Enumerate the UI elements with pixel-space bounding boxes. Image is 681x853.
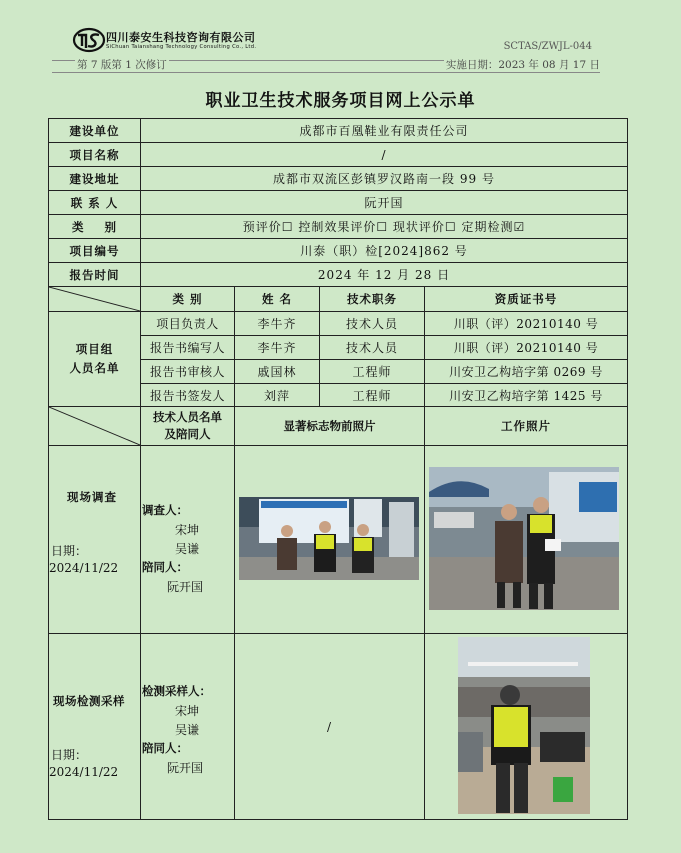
header-rule-bottom: [52, 72, 600, 73]
member-cert: 川职（评）20210140 号: [424, 311, 628, 336]
staff-header-diagonal: [48, 286, 141, 312]
photo-col-staff: 技术人员名单 及陪同人: [140, 406, 235, 446]
survey-date-label: 日期：: [51, 544, 88, 558]
sampling-work-cell: [424, 633, 628, 820]
company-name-en: SiChuan Taianshang Technology Consulting Co., Ltd.: [106, 44, 257, 50]
landmark-photo: [239, 497, 419, 580]
survey-work-cell: [424, 445, 628, 634]
time-value: 2024 年 12 月 28 日: [140, 262, 628, 287]
member-name: 李牛齐: [234, 311, 320, 336]
survey-label: 现场调查: [67, 490, 117, 504]
staff-col-title: 技术职务: [319, 286, 425, 312]
staff-col-role: 类 别: [140, 286, 235, 312]
address-label: 建设地址: [48, 166, 141, 191]
member-title: 工程师: [319, 383, 425, 407]
escort-name: 阮开国: [167, 580, 204, 594]
company-logo: [72, 26, 312, 56]
survey-staff-cell: [140, 445, 235, 634]
escort-label: 陪同人：: [142, 741, 188, 755]
photo-col-work: 工作照片: [424, 406, 628, 446]
number-value: 川泰（职）检[2024]862 号: [140, 238, 628, 263]
member-title: 技术人员: [319, 311, 425, 336]
sampling-landmark-value: /: [234, 633, 425, 820]
member-cert: 川职（评）20210140 号: [424, 335, 628, 360]
investigator-label: 调查人：: [142, 503, 188, 517]
company-name-cn: 四川泰安生科技咨询有限公司: [106, 31, 256, 44]
contact-label: 联 系 人: [48, 190, 141, 215]
member-cert: 川安卫乙构培字第 1425 号: [424, 383, 628, 407]
investigator-name: 宋坤: [175, 523, 200, 537]
unit-label: 建设单位: [48, 118, 141, 143]
member-title: 技术人员: [319, 335, 425, 360]
type-value: 预评价☐ 控制效果评价☐ 现状评价☐ 定期检测☑: [140, 214, 628, 239]
page-title: 职业卫生技术服务项目网上公示单: [205, 91, 476, 111]
member-name: 戚国林: [234, 359, 320, 384]
sampler-name: 吴谦: [175, 723, 200, 737]
member-role: 报告书编写人: [140, 335, 235, 360]
company-logo-icon: [72, 26, 106, 54]
implementation-date: 实施日期：2023 年 08 月 17 日: [445, 59, 600, 71]
sampling-date: 2024/11/22: [49, 765, 119, 779]
number-label: 项目编号: [48, 238, 141, 263]
contact-value: 阮开国: [140, 190, 628, 215]
sampling-label-cell: [48, 633, 141, 820]
survey-date: 2024/11/22: [49, 561, 119, 575]
address-value: 成都市双流区彭镇罗汉路南一段 99 号: [140, 166, 628, 191]
staff-group-label: 项目组 人员名单: [48, 311, 141, 407]
survey-work-photo: [429, 467, 619, 610]
staff-col-name: 姓 名: [234, 286, 320, 312]
sampler-label: 检测采样人：: [142, 684, 211, 698]
photo-header-diagonal: [48, 406, 141, 446]
sampling-label: 现场检测采样: [53, 694, 125, 708]
type-label: 类 别: [48, 214, 141, 239]
member-role: 报告书签发人: [140, 383, 235, 407]
member-role: 报告书审核人: [140, 359, 235, 384]
edition-label: 第 7 版第 1 次修订: [77, 59, 167, 71]
time-label: 报告时间: [48, 262, 141, 287]
member-role: 项目负责人: [140, 311, 235, 336]
staff-col-cert: 资质证书号: [424, 286, 628, 312]
member-title: 工程师: [319, 359, 425, 384]
member-name: 刘萍: [234, 383, 320, 407]
escort-name: 阮开国: [167, 761, 204, 775]
unit-value: 成都市百凰鞋业有限责任公司: [140, 118, 628, 143]
sampling-date-label: 日期：: [51, 748, 88, 762]
project-label: 项目名称: [48, 142, 141, 167]
investigator-name: 吴谦: [175, 542, 200, 556]
sampling-work-photo: [458, 637, 590, 814]
document-code: SCTAS/ZWJL-044: [503, 41, 592, 52]
survey-landmark-cell: [234, 445, 425, 634]
escort-label: 陪同人：: [142, 560, 188, 574]
photo-col-landmark: 显著标志物前照片: [234, 406, 425, 446]
sampler-name: 宋坤: [175, 704, 200, 718]
notice-table: [48, 118, 628, 820]
sampling-staff-cell: [140, 633, 235, 820]
survey-label-cell: [48, 445, 141, 634]
project-value: /: [140, 142, 628, 167]
member-name: 李牛齐: [234, 335, 320, 360]
member-cert: 川安卫乙构培字第 0269 号: [424, 359, 628, 384]
